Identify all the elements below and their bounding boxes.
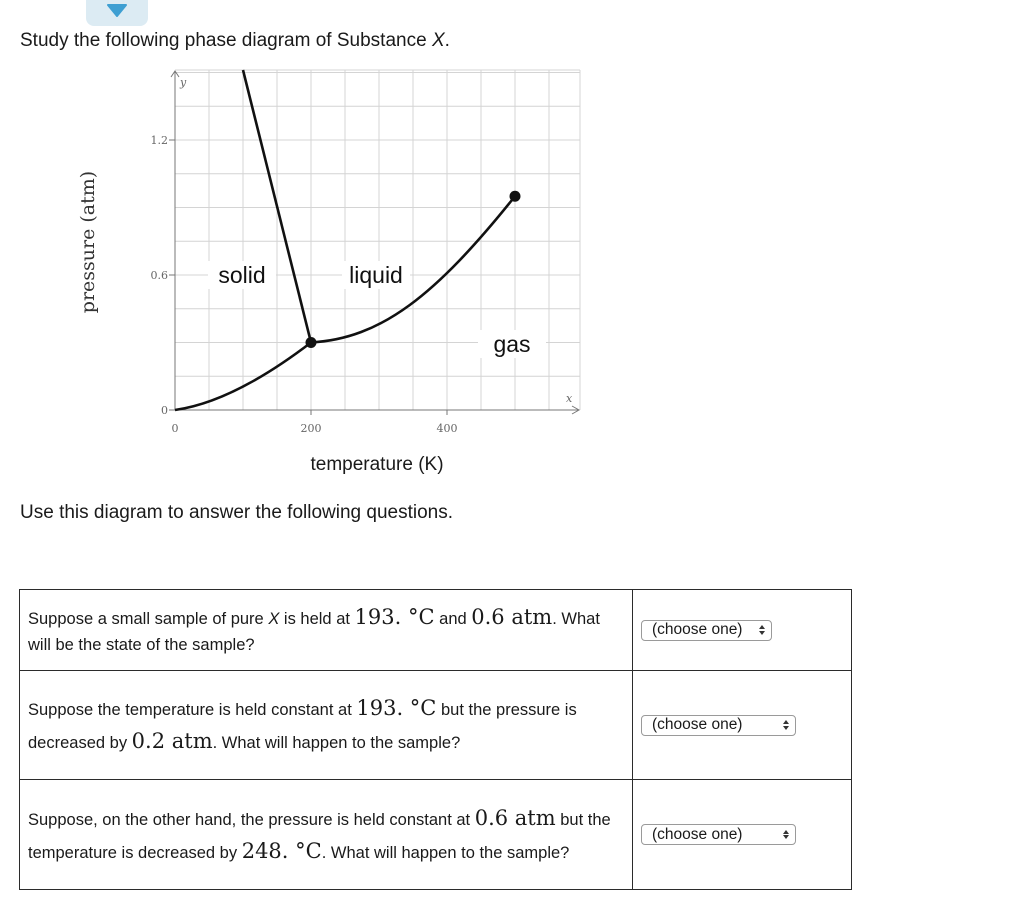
region-label-solid: solid (218, 262, 266, 288)
select-arrows-icon (783, 830, 789, 840)
select-value: (choose one) (652, 825, 743, 843)
question-fragment: Suppose a small sample of pure (28, 609, 269, 628)
question-row (20, 590, 852, 671)
region-label-liquid: liquid (349, 262, 403, 288)
select-value: (choose one) (652, 716, 743, 733)
critical-point-marker (510, 191, 521, 202)
math-value: 248. °C (241, 838, 322, 863)
y-axis-title: pressure (atm) (77, 170, 99, 314)
intro-text: Study the following phase diagram of Substance X. (20, 30, 450, 51)
math-value: 193. °C (356, 696, 437, 721)
tick-labels (151, 76, 574, 435)
y-tick-label: 0 (161, 404, 168, 417)
region-label-gas: gas (493, 331, 531, 357)
answer-cell (633, 780, 852, 890)
question-text (20, 671, 633, 780)
phase-boundaries (175, 70, 521, 410)
question-fragment: . What will be the state of the sample? (28, 609, 600, 655)
region-labels (208, 261, 546, 358)
question-fragment: Suppose, on the other hand, the pressure is held constant at (28, 810, 475, 829)
y-tick-label: 1.2 (150, 134, 168, 147)
grid-lines (175, 70, 580, 410)
math-value: 0.2 atm (131, 729, 213, 753)
y-tick-label: 0.6 (150, 269, 168, 282)
question-row (20, 780, 852, 890)
state-select[interactable] (641, 620, 772, 641)
questions-table (19, 589, 852, 890)
substance-symbol: X (268, 609, 280, 628)
x-tick-label: 200 (300, 422, 322, 435)
chevron-down-icon (107, 4, 127, 18)
axes (171, 71, 579, 414)
x-axis-title: temperature (K) (310, 454, 444, 475)
answer-cell (633, 671, 852, 780)
question-fragment: but the pressure is decreased by (28, 701, 577, 752)
answer-cell (633, 590, 852, 671)
math-value: 0.6 atm (471, 604, 553, 629)
triple-point-marker (306, 337, 317, 348)
math-value: 193. °C (354, 604, 435, 629)
question-fragment: and (434, 609, 472, 628)
question-fragment: . What will happen to the sample? (212, 734, 461, 752)
math-value: 0.6 atm (474, 805, 556, 830)
question-fragment: is held at (279, 609, 355, 628)
x-tick-label: 0 (171, 422, 179, 435)
select-value: (choose one) (652, 621, 743, 638)
instruction-text: Use this diagram to answer the following questions. (20, 502, 454, 523)
question-text (20, 780, 633, 890)
select-arrows-icon (759, 625, 765, 635)
x-axis-letter: x (566, 392, 573, 405)
change-select[interactable] (641, 824, 796, 845)
question-row (20, 671, 852, 780)
question-fragment: . What will happen to the sample? (321, 843, 570, 862)
question-text (20, 590, 633, 671)
change-select[interactable] (641, 715, 796, 736)
question-fragment: but the temperature is decreased by (28, 810, 611, 862)
select-arrows-icon (783, 720, 789, 730)
x-tick-label: 400 (436, 422, 458, 435)
y-axis-letter: y (180, 76, 187, 89)
collapse-tab[interactable] (86, 0, 148, 26)
question-fragment: Suppose the temperature is held constant at (28, 701, 357, 720)
